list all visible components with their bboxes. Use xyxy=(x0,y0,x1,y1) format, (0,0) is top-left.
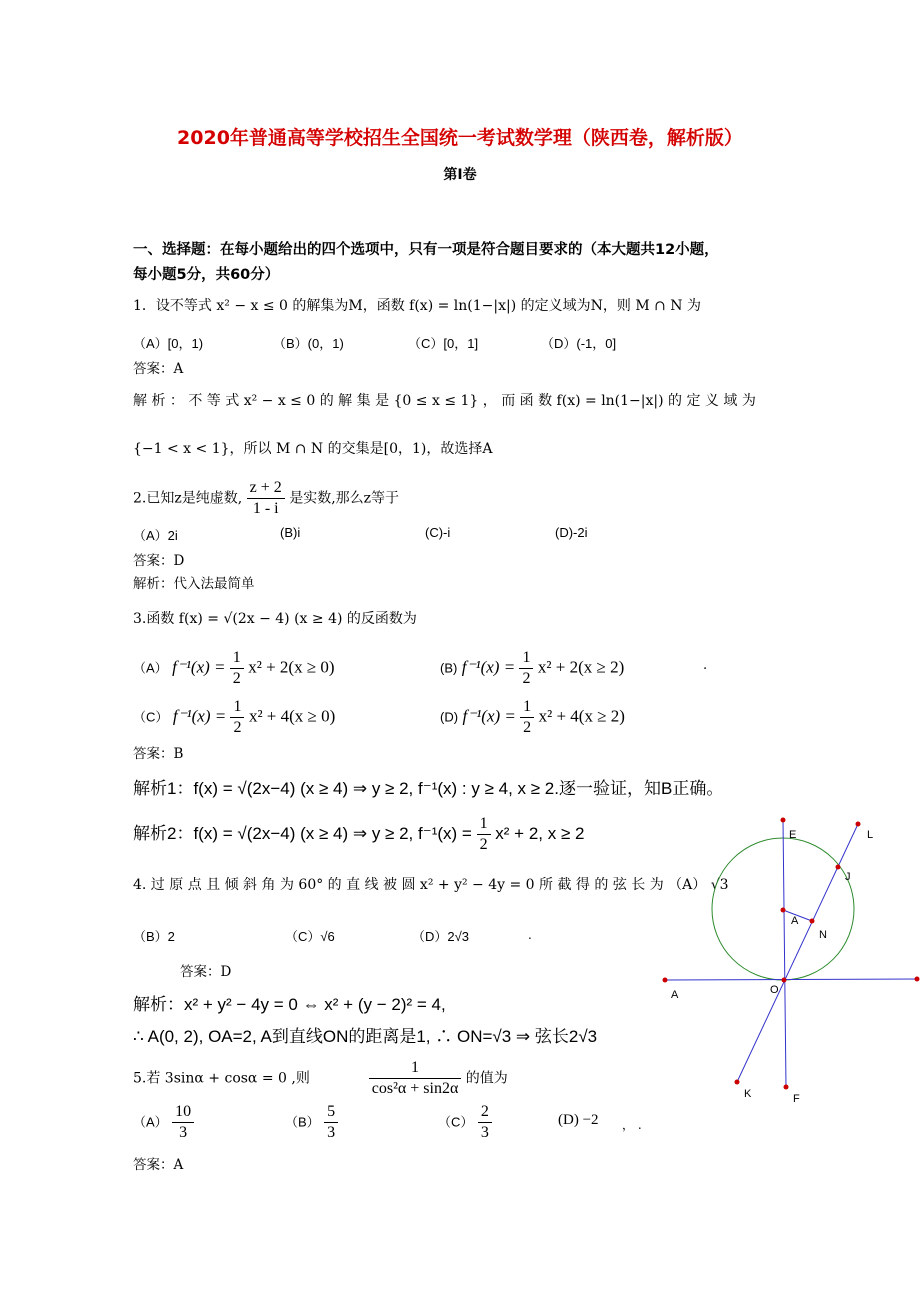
q5-fraction-num: 1 xyxy=(369,1058,462,1079)
point-k xyxy=(735,1080,740,1085)
q3-option-b-label: (B) xyxy=(440,660,458,676)
half-den: 2 xyxy=(522,670,531,687)
point-j xyxy=(836,865,841,870)
half-den: 2 xyxy=(232,670,241,687)
diagram-y-axis xyxy=(783,820,786,1087)
q5-option-c-label: （C） xyxy=(438,1114,474,1130)
half-num: 1 xyxy=(519,648,533,669)
label-e: E xyxy=(789,829,797,841)
q3-option-d-half xyxy=(520,697,534,738)
q5-stem-b: 的值为 xyxy=(465,1070,508,1087)
label-j: J xyxy=(845,871,851,883)
q3-option-c xyxy=(133,697,335,738)
q3-solution-2-a: 解析2：f(x) = √(2x−4) (x ≥ 4) ⇒ y ≥ 2, f⁻¹(x) = xyxy=(133,823,477,843)
q2-answer: 答案：D xyxy=(133,553,185,569)
q5-option-c xyxy=(438,1102,492,1143)
q2-stem-a: 2.已知z是纯虚数, xyxy=(133,490,243,507)
q3-option-b-expr-a: f⁻¹(x) = xyxy=(461,657,520,677)
q5-option-b xyxy=(285,1102,338,1143)
half-num: 1 xyxy=(520,697,534,718)
label-l: L xyxy=(867,829,874,841)
diagram-x-axis xyxy=(665,979,917,980)
q4-stem: 4. 过 原 点 且 倾 斜 角 为 60° 的 直 线 被 圆 x² + y² − 4y = 0 所 截 得 的 弦 长 为 （A） √3 xyxy=(133,877,729,893)
label-a-center: A xyxy=(791,915,799,927)
q5-option-b-den: 3 xyxy=(327,1124,336,1141)
q5-option-a-label: （A） xyxy=(133,1114,168,1130)
point-x-end xyxy=(915,977,920,982)
section-heading-line1: 一、选择题：在每小题给出的四个选项中，只有一项是符合题目要求的（本大题共12小题， xyxy=(133,242,719,258)
q3-option-c-label: （C） xyxy=(133,709,169,725)
q4-option-d: （D）2√3 xyxy=(412,929,469,944)
q4-option-c: （C）√6 xyxy=(285,929,335,944)
q5-option-a-frac xyxy=(172,1102,194,1143)
q4-option-b: （B）2 xyxy=(133,929,175,944)
diagram-points xyxy=(663,818,920,1090)
q3-option-c-expr-a: f⁻¹(x) = xyxy=(172,706,231,726)
q2-option-a: （A）2i xyxy=(133,528,178,543)
q3-solution-1: 解析1：f(x) = √(2x−4) (x ≥ 4) ⇒ y ≥ 2, f⁻¹(x) : y ≥ 4, x ≥ 2.逐一验证，知B正确。 xyxy=(133,779,724,798)
volume-subtitle: 第Ⅰ卷 xyxy=(443,167,477,183)
q2-fraction-num: z + 2 xyxy=(247,478,285,499)
q3-option-d xyxy=(440,697,625,738)
q3-option-c-expr-b: x² + 4(x ≥ 0) xyxy=(248,706,336,726)
point-f xyxy=(784,1085,789,1090)
q5-stem xyxy=(133,1058,508,1099)
label-k: K xyxy=(744,1088,752,1100)
q3-stem: 3.函数 f(x) = √(2x − 4) (x ≥ 4) 的反函数为 xyxy=(133,611,417,627)
q3-solution-2-b: x² + 2, x ≥ 2 xyxy=(495,823,585,843)
q5-option-a-num: 10 xyxy=(172,1102,194,1123)
q3-option-a-label: （A） xyxy=(133,660,168,676)
q3-option-d-expr-a: f⁻¹(x) = xyxy=(462,706,521,726)
q2-solution: 解析：代入法最简单 xyxy=(133,576,255,592)
q3-option-b xyxy=(440,648,624,689)
q5-option-b-num: 5 xyxy=(324,1102,338,1123)
point-a-center xyxy=(781,908,786,913)
half-den: 2 xyxy=(479,836,488,853)
point-l xyxy=(856,822,861,827)
q4-solution-1: 解析：x² + y² − 4y = 0 ⇔ x² + (y − 2)² = 4, xyxy=(133,995,446,1014)
q3-answer: 答案：B xyxy=(133,746,184,762)
q2-option-d: (D)-2i xyxy=(555,525,588,540)
q1-answer: 答案：A xyxy=(133,361,184,377)
q5-stem-a: 5.若 3sinα + cosα = 0 ,则 xyxy=(133,1070,310,1087)
point-o xyxy=(782,978,787,983)
label-o: O xyxy=(770,984,779,996)
section-heading-line2: 每小题5分，共60分） xyxy=(133,267,280,283)
q5-fraction xyxy=(369,1058,462,1099)
q3-option-a-half xyxy=(230,648,244,689)
q3-option-b-half xyxy=(519,648,533,689)
q1-option-c: （C）[0，1] xyxy=(408,336,479,351)
half-num: 1 xyxy=(230,648,244,669)
q5-option-b-label: （B） xyxy=(285,1114,320,1130)
q1-solution-line1: 解 析 ： 不 等 式 x² − x ≤ 0 的 解 集 是 {0 ≤ x ≤ 1} ， 而 函 数 f(x) = ln(1−|x|) 的 定 义 域 为 xyxy=(133,393,756,409)
q3-solution-2 xyxy=(133,814,584,855)
q1-option-a: （A）[0，1) xyxy=(133,336,204,351)
q5-option-d: (D) −2 xyxy=(558,1112,599,1128)
q5-fraction-den: cos²α + sin2α xyxy=(371,1080,459,1097)
half-num: 1 xyxy=(230,697,244,718)
q5-answer: 答案：A xyxy=(133,1157,184,1173)
q5-option-b-frac xyxy=(324,1102,338,1143)
q2-fraction xyxy=(247,478,285,519)
q4-answer: 答案：D xyxy=(180,964,232,980)
half-num: 1 xyxy=(477,814,491,835)
half-den: 2 xyxy=(233,719,242,736)
q2-option-c: (C)-i xyxy=(425,525,451,540)
q3-option-c-half xyxy=(230,697,244,738)
q5-option-c-num: 2 xyxy=(478,1102,492,1123)
q3-option-a-expr-b: x² + 2(x ≥ 0) xyxy=(248,657,335,677)
q2-fraction-den: 1 - i xyxy=(252,500,279,517)
q1-solution-line2: {−1 < x < 1}，所以 M ∩ N 的交集是[0，1)，故选择A xyxy=(133,441,493,457)
q3-option-d-label: (D) xyxy=(440,709,459,725)
label-f: F xyxy=(793,1093,800,1105)
q1-stem: 1．设不等式 x² − x ≤ 0 的解集为M，函数 f(x) = ln(1−|x|) 的定义域为N，则 M ∩ N 为 xyxy=(133,298,701,314)
q3-solution-2-half xyxy=(477,814,491,855)
q5-option-c-den: 3 xyxy=(480,1124,489,1141)
q2-stem-b: 是实数,那么z等于 xyxy=(289,490,400,507)
q2-option-b: (B)i xyxy=(280,525,301,540)
q3-option-a xyxy=(133,648,335,689)
label-a-axis: A xyxy=(671,989,679,1001)
q4-trail: . xyxy=(528,928,532,942)
q1-option-d: （D）(-1，0] xyxy=(541,336,617,351)
point-e xyxy=(781,818,786,823)
q1-option-b: （B）(0，1) xyxy=(273,336,344,351)
q5-option-a-den: 3 xyxy=(179,1124,188,1141)
q5-option-c-frac xyxy=(478,1102,492,1143)
q4-solution-2: ∴ A(0, 2), OA=2, A到直线ON的距离是1, ∴ ON=√3 ⇒ 弦长2√3 xyxy=(133,1027,598,1046)
point-n xyxy=(810,919,815,924)
q3-dot: . xyxy=(703,658,708,673)
q5-option-a xyxy=(133,1102,194,1143)
circle-line-diagram xyxy=(655,812,920,1112)
q3-option-d-expr-b: x² + 4(x ≥ 2) xyxy=(538,706,625,726)
q2-stem xyxy=(133,478,399,519)
q5-trail: ， . xyxy=(622,1118,642,1132)
page-title: 2020年普通高等学校招生全国统一考试数学理（陕西卷，解析版） xyxy=(177,127,743,149)
point-a-axis xyxy=(663,978,668,983)
half-den: 2 xyxy=(523,719,532,736)
diagram-line-kl xyxy=(737,824,858,1082)
label-n: N xyxy=(819,929,827,941)
q3-option-b-expr-b: x² + 2(x ≥ 2) xyxy=(537,657,625,677)
q3-option-a-expr-a: f⁻¹(x) = xyxy=(172,657,230,677)
